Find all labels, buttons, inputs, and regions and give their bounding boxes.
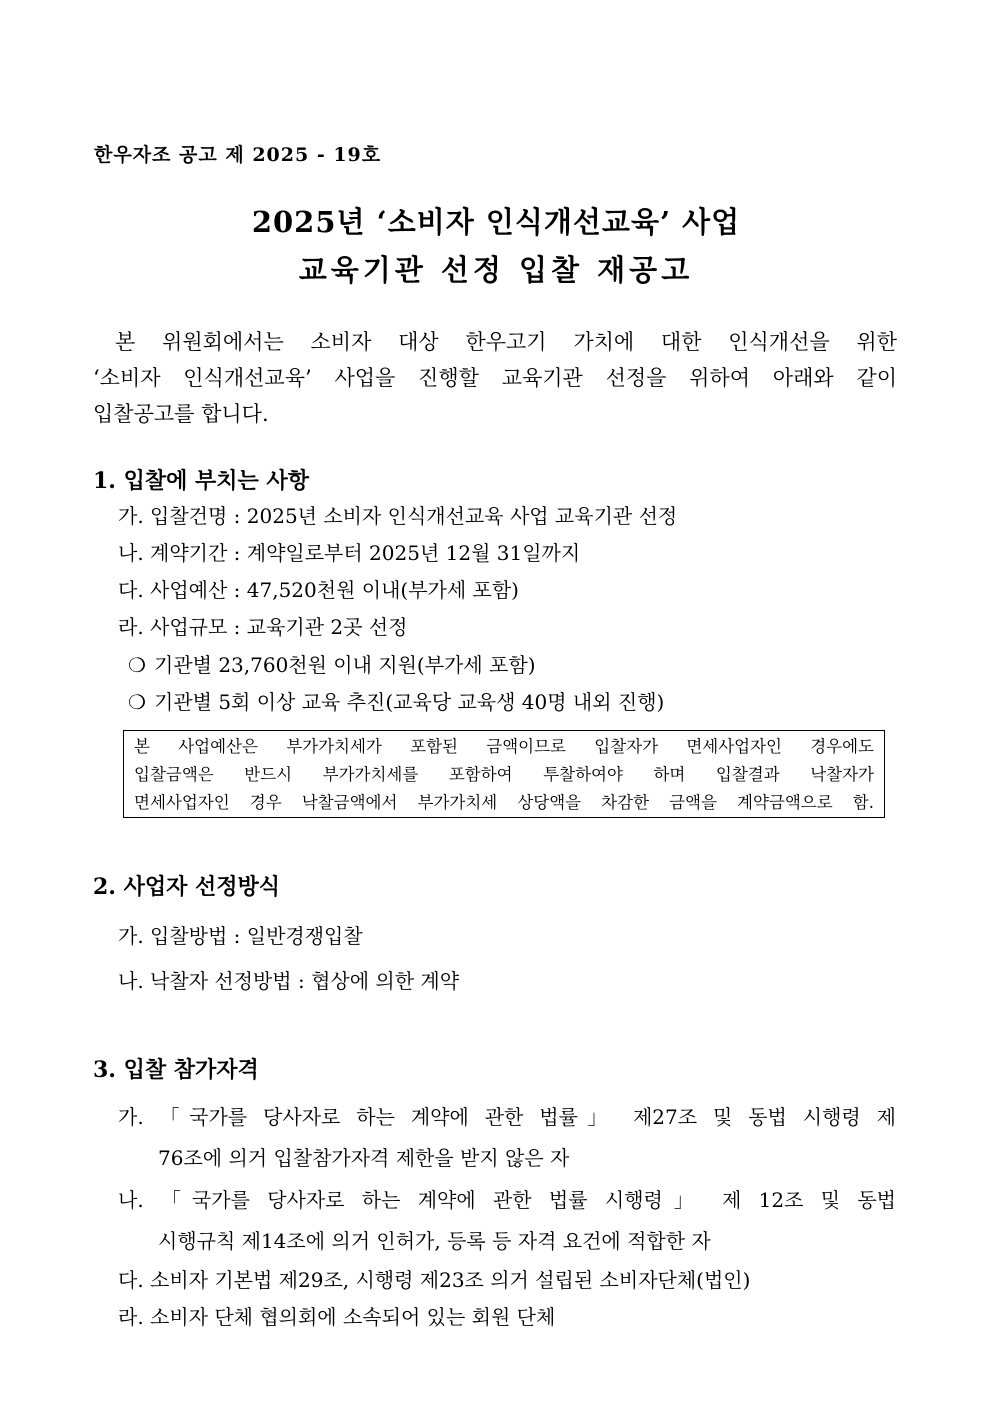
note-line-2: 입찰금액은 반드시 부가가치세를 포함하여 투찰하여야 하며 입찰결과 낙찰자가 bbox=[134, 765, 874, 784]
circle-bullet-icon: ❍ bbox=[128, 653, 146, 677]
notice-number: 한우자조 공고 제 2025 - 19호 bbox=[94, 144, 382, 166]
section-3-item-b bbox=[118, 1180, 896, 1262]
intro-paragraph bbox=[93, 324, 897, 432]
section-3-item-b-line-2: 시행규칙 제14조에 의거 인허가, 등록 등 자격 요건에 적합한 자 bbox=[158, 1229, 711, 1253]
section-3-item-b-line-1: 나. 「국가를 당사자로 하는 계약에 관한 법률 시행령」 제 12조 및 동법 bbox=[118, 1188, 896, 1212]
bullet-text: 기관별 5회 이상 교육 추진(교육당 교육생 40명 내외 진행) bbox=[154, 690, 665, 714]
circle-bullet-icon: ❍ bbox=[128, 690, 146, 714]
section-1-bullet-2 bbox=[128, 686, 664, 715]
intro-line-3: 입찰공고를 합니다. bbox=[93, 402, 269, 426]
section-2-item-a: 가. 입찰방법 : 일반경쟁입찰 bbox=[118, 924, 363, 948]
section-3-item-a bbox=[118, 1097, 896, 1179]
section-1-item-a: 가. 입찰건명 : 2025년 소비자 인식개선교육 사업 교육기관 선정 bbox=[118, 504, 678, 528]
section-1-heading: 1. 입찰에 부치는 사항 bbox=[93, 468, 309, 494]
note-line-3: 면세사업자인 경우 낙찰금액에서 부가가치세 상당액을 차감한 금액을 계약금액으로 함. bbox=[134, 793, 874, 812]
section-2-heading: 2. 사업자 선정방식 bbox=[93, 874, 281, 900]
intro-line-1: 본 위원회에서는 소비자 대상 한우고기 가치에 대한 인식개선을 위한 bbox=[115, 330, 897, 354]
section-3-item-a-line-2: 76조에 의거 입찰참가자격 제한을 받지 않은 자 bbox=[158, 1146, 570, 1170]
note-box bbox=[123, 730, 885, 818]
section-3-heading: 3. 입찰 참가자격 bbox=[93, 1057, 259, 1083]
section-1-item-b: 나. 계약기간 : 계약일로부터 2025년 12월 31일까지 bbox=[118, 541, 581, 565]
title-line-2: 교육기관 선정 입찰 재공고 bbox=[298, 253, 694, 287]
section-1-bullet-1 bbox=[128, 649, 536, 678]
section-1-item-c: 다. 사업예산 : 47,520천원 이내(부가세 포함) bbox=[118, 578, 519, 602]
section-3-item-a-line-1: 가. 「국가를 당사자로 하는 계약에 관한 법률」 제27조 및 동법 시행령 제 bbox=[118, 1105, 896, 1129]
section-3-item-c: 다. 소비자 기본법 제29조, 시행령 제23조 의거 설립된 소비자단체(법인) bbox=[118, 1268, 751, 1292]
section-3-item-d: 라. 소비자 단체 협의회에 소속되어 있는 회원 단체 bbox=[118, 1305, 556, 1329]
intro-line-2: ‘소비자 인식개선교육’ 사업을 진행할 교육기관 선정을 위하여 아래와 같이 bbox=[93, 366, 897, 390]
section-2-item-b: 나. 낙찰자 선정방법 : 협상에 의한 계약 bbox=[118, 969, 460, 993]
note-line-1: 본 사업예산은 부가가치세가 포함된 금액이므로 입찰자가 면세사업자인 경우에도 bbox=[134, 737, 874, 756]
title-line-1: 2025년 ‘소비자 인식개선교육’ 사업 bbox=[251, 205, 741, 239]
bullet-text: 기관별 23,760천원 이내 지원(부가세 포함) bbox=[154, 653, 536, 677]
section-1-item-d: 라. 사업규모 : 교육기관 2곳 선정 bbox=[118, 615, 408, 639]
